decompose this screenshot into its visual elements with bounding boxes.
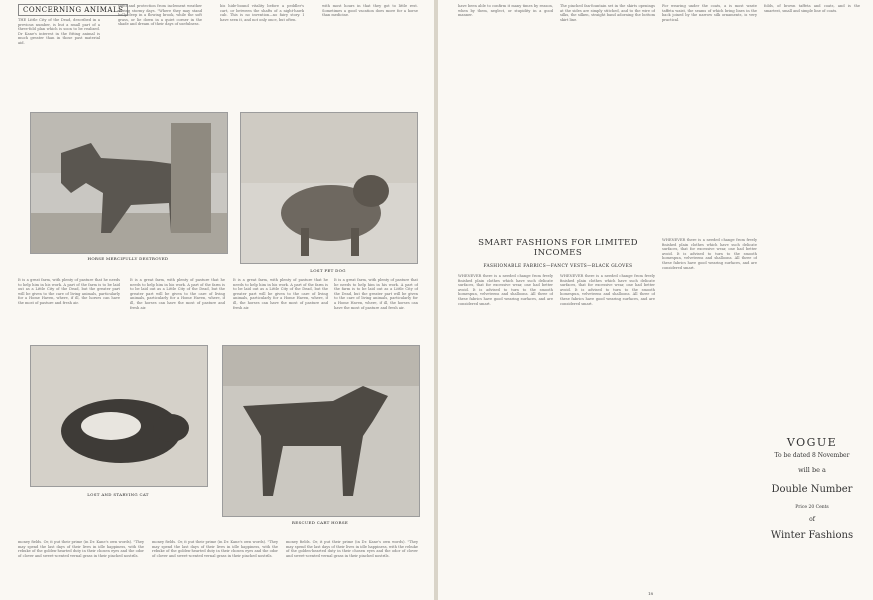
article-body-2: WHENEVER there is a needed change from freely finished plain clothes which have such delicate surfaces, that for excessive wear, one had better avoid. It is advised to turn to the smooth homespun, velveteens and shalloons. All three of these fabrics have good wearing surfaces, and are considered smart. bbox=[560, 274, 655, 306]
cat-photo-caption: LOST AND STARVING CAT bbox=[87, 492, 149, 497]
horse-photo bbox=[30, 112, 228, 254]
right-column-2: The pinched fan-fountain set in the skirts openings at the sides are simply stitched, and to the wire of silks, the silken, straight band adorning the bottom skirt line. bbox=[560, 4, 655, 22]
article-body-mid2: It is a great farm, with plenty of pasture that he needs to help him in his work. A part of the farm is to be laid out as a Little City of the Dead, but the greater part will be given to the care of living animals, particularly for a Home Haven, where, if ill, the horses can have the most of pasture and fresh air. bbox=[233, 278, 328, 310]
article-footer-right: money fields. Or, it put their prime (in Dr. Kane's own words). "They may spend the last days of their lives in idle happiness, with the rebuke of the golden-hearted duty in their chosen eyes and the odor of clover and sweet-scented vernal grass in their pinched nostrils. bbox=[286, 540, 418, 558]
article-subtitle: FASHIONABLE FABRICS—FANCY VESTS—BLACK GLOVES bbox=[483, 264, 633, 269]
announcement-line-2: will be a bbox=[798, 466, 826, 474]
right-column-3: For wearing under the coats, a is most waste taffeta waist, the seams of which bring lines in the back joined by the narrow silk ornaments, is very practical. bbox=[662, 4, 757, 22]
announcement-line-1: To be dated 8 November bbox=[774, 452, 850, 459]
dog-photo-caption: LOST PET DOG bbox=[310, 268, 346, 273]
article-body-1: WHENEVER there is a needed change from freely finished plain clothes which have such delicate surfaces, that for excessive wear, one had better avoid. It is advised to turn to the smooth homespun, velveteens and shalloons. All three of these fabrics have good wearing surfaces, and are considered smart. bbox=[458, 274, 553, 306]
horse-photo-caption: HORSE MERCIFULLY DESTROYED bbox=[87, 256, 169, 261]
article-column-1: THE Little City of the Dead, described in a previous number, is but a small part of a three-fold plan which is soon to be realized. Dr Kane's interest in the fitting animal is much greater than in those past material aid. bbox=[18, 18, 100, 45]
right-column-1: have been able to confirm it many times by reason, when by them, neglect, or stupidity in a good manner. bbox=[458, 4, 553, 18]
cart-horse-photo-caption: RESCUED CART HORSE bbox=[291, 520, 349, 525]
cart-horse-photo bbox=[222, 345, 420, 517]
dog-photo bbox=[240, 112, 418, 264]
article-body-mid: It is a great farm, with plenty of pasture that he needs to help him in his work. A part of the farm is to be laid out as a Little City of the Dead, but the greater part will be given to the care of living animals, particularly for a Home Haven, where, if ill, the horses can have the most of pasture and fresh air. bbox=[130, 278, 225, 310]
left-page bbox=[0, 0, 434, 600]
page-number: 18 bbox=[648, 591, 654, 596]
right-page bbox=[438, 0, 873, 600]
article-body-right: It is a great farm, with plenty of pasture that he needs to help him in his work. A part of the farm is to be laid out as a Little City of the Dead, but the greater part will be given to the care of living animals, particularly for a Home Haven, where, if ill, the horses can have the most of pasture and fresh air. bbox=[334, 278, 418, 310]
article-body-left: It is a great farm, with plenty of pasture that he needs to help him in his work. A part of the farm is to be laid out as a Little City of the Dead, but the greater part will be given to the care of living animals, particularly for a Home Haven, where, if ill, the horses can have the most of pasture and fresh air. bbox=[18, 278, 120, 305]
article-column-2: sight and protection from inclement weather during stormy days. "Where they may stand belly deep in a flowing brook, while the soft grass, or lie down in a quiet corner in the shade and dream of their days of usefulness. bbox=[118, 4, 202, 27]
announcement-line-5: of bbox=[809, 516, 815, 523]
announcement-line-3: Double Number bbox=[771, 484, 853, 495]
section-header: CONCERNING ANIMALS bbox=[18, 4, 128, 16]
announcement-price: Price 20 Cents bbox=[795, 505, 829, 510]
right-column-4: folds, of brown taffeta and coats, and is the smartest, small and simple line of coats. bbox=[764, 4, 860, 13]
vogue-brand: VOGUE bbox=[786, 436, 838, 449]
cat-photo bbox=[30, 345, 208, 487]
article-footer-mid: money fields. Or, it put their prime (in Dr. Kane's own words). "They may spend the last days of their lives in idle happiness, with the rebuke of the golden-hearted duty in their chosen eyes and the odor of clover and sweet-scented vernal grass in their pinched nostrils. bbox=[152, 540, 278, 558]
article-column-3: his hide-bound vitality before a peddler's cart, or between the shafts of a night-hawk cab. This is no invention—no fairy story. I have seen it, and not only once, but often. bbox=[220, 4, 304, 22]
article-body-3: WHENEVER there is a needed change from freely finished plain clothes which have such delicate surfaces, that for excessive wear, one had better avoid. It is advised to turn to the smooth homespun, velveteens and shalloons. All three of these fabrics have good wearing surfaces, and are considered smart. bbox=[662, 238, 757, 270]
article-title: SMART FASHIONS FOR LIMITED INCOMES bbox=[478, 238, 638, 258]
article-footer-left: money fields. Or, it put their prime (in Dr. Kane's own words). "They may spend the last days of their lives in idle happiness, with the rebuke of the golden-hearted duty in their chosen eyes and the odor of clover and sweet-scented vernal grass in their pinched nostrils. bbox=[18, 540, 144, 558]
announcement-line-6: Winter Fashions bbox=[770, 530, 854, 541]
article-column-4: with most hours in that they got to little rest. Sometimes a good vacation does more for a horse than medicine. bbox=[322, 4, 418, 18]
